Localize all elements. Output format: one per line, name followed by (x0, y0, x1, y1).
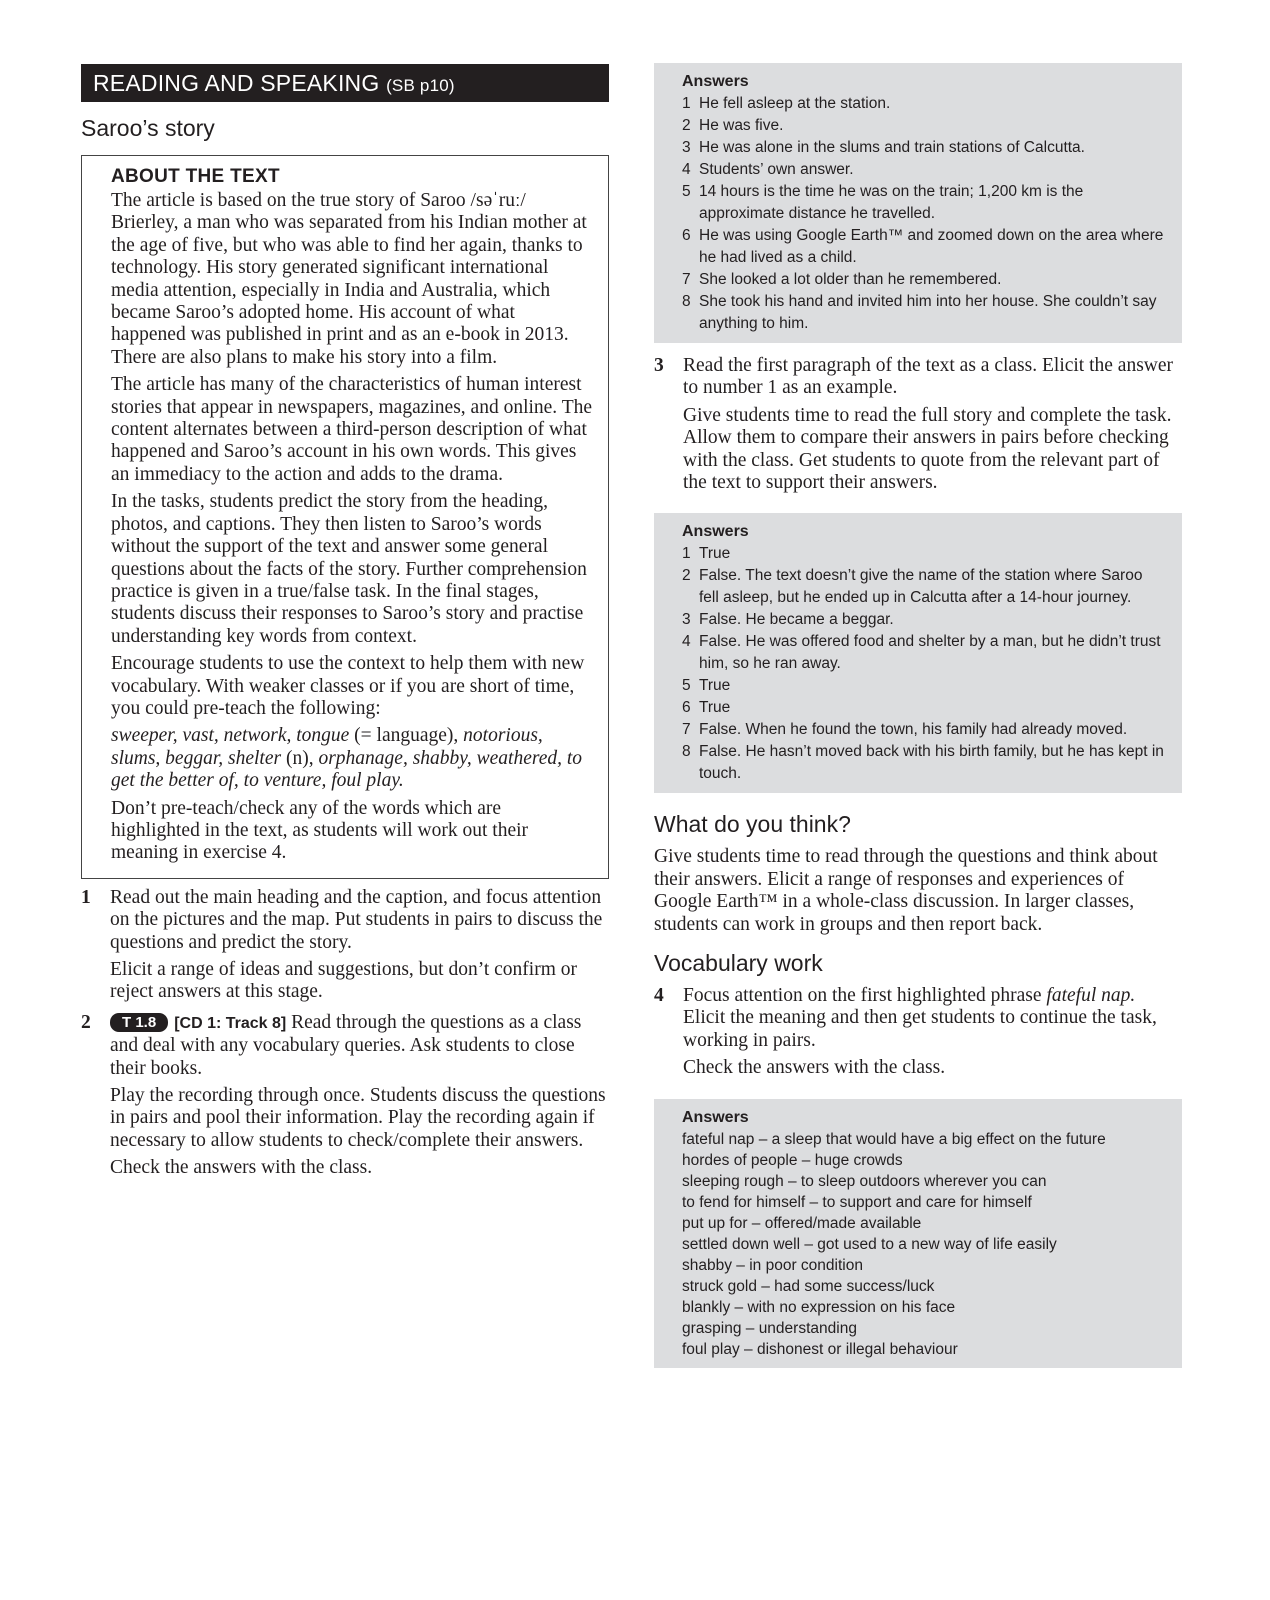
exercise-4-number: 4 (654, 985, 664, 1007)
what-do-you-think-heading: What do you think? (654, 811, 851, 838)
answer-item (682, 565, 1166, 609)
vocab-answer-line: foul play – dishonest or illegal behaviour (682, 1340, 958, 1358)
about-paragraph-3: In the tasks, students predict the story from the heading, photos, and captions. They then listen to Saroo’s words without the support of the text and answer some general questions about the facts of the story. Further comprehension practice is given in a true/false task. In the final stages, students discuss their responses to Saroo’s story and practise understanding key words from context. (111, 491, 587, 647)
answer-number: 1 (682, 95, 691, 112)
answer-text: He was alone in the slums and train stations of Calcutta. (699, 139, 1085, 156)
answer-number: 2 (682, 567, 691, 585)
vocab-preteach-list (111, 725, 594, 792)
exercise-4-text-1 (683, 985, 1182, 1052)
audio-track-badge: T 1.8 (110, 1013, 168, 1032)
answer-number: 5 (682, 183, 691, 200)
exercise-4-lead: Focus attention on the first highlighted phrase (683, 985, 1042, 1007)
answer-text: He fell asleep at the station. (699, 95, 891, 112)
answer-item (682, 137, 1166, 159)
vocab-answer-line: fateful nap – a sleep that would have a big effect on the future (682, 1130, 1106, 1148)
about-paragraph-4: Encourage students to use the context to help them with new vocabulary. With weaker classes or if you are short of time, you could pre-teach the following: (111, 653, 585, 719)
vocab-answer-line: shabby – in poor condition (682, 1256, 863, 1274)
answer-text: He was using Google Earth™ and zoomed down on the area where he had lived as a child. (699, 227, 1164, 266)
vocab-part-d: (n), (285, 747, 314, 769)
section-ref: (SB p10) (386, 76, 455, 95)
answer-text: False. He was offered food and shelter by a man, but he didn’t trust him, so he ran away. (699, 633, 1161, 673)
what-do-you-think-text: Give students time to read through the questions and think about their answers. Elicit a range of responses and experiences of Google Earth™ in a whole-class discussion. In larger classes, students can work in groups and then report back. (654, 846, 1158, 935)
exercise-4-phrase: fateful nap. (1046, 985, 1136, 1007)
vocab-answer-line: struck gold – had some success/luck (682, 1277, 935, 1295)
exercise-4 (654, 985, 1182, 1080)
answer-text: True (699, 699, 731, 717)
vocab-part-a: sweeper, vast, network, tongue (111, 725, 350, 747)
answer-text: False. He hasn’t moved back with his birth family, but he has kept in touch. (699, 743, 1164, 783)
answers-1-heading: Answers (682, 73, 749, 90)
answer-text: True (699, 545, 731, 563)
answer-text: 14 hours is the time he was on the train; 1,200 km is the approximate distance he travelled. (699, 183, 1084, 222)
exercise-1-text-1: Read out the main heading and the caption, and focus attention on the pictures and the map. Put students in pairs to discuss the questions and predict the story. (110, 886, 603, 953)
section-heading-bar (81, 64, 609, 102)
right-column (654, 63, 1182, 1368)
answer-number: 3 (682, 611, 691, 629)
answers-box-2 (654, 513, 1182, 793)
exercise-2-instructions: Read through the questions as a class and deal with any vocabulary queries. Ask students to close their books. (110, 1011, 582, 1079)
left-column (81, 64, 609, 1185)
answer-text: She looked a lot older than he remembered. (699, 271, 1002, 288)
answer-number: 6 (682, 699, 691, 717)
answer-number: 4 (682, 633, 691, 651)
exercise-2-number: 2 (81, 1011, 91, 1033)
answers-2-heading: Answers (682, 523, 749, 541)
answer-item (682, 631, 1166, 675)
answer-item (682, 181, 1166, 225)
vocab-part-c: notorious, slums, beggar, shelter (111, 725, 543, 769)
answer-number: 3 (682, 139, 691, 156)
answer-text: False. When he found the town, his family had already moved. (699, 721, 1128, 739)
answers-3-heading: Answers (682, 1108, 749, 1126)
answer-number: 6 (682, 227, 691, 244)
answer-number: 4 (682, 161, 691, 178)
vocab-answer-line: settled down well – got used to a new way of life easily (682, 1235, 1057, 1253)
answer-number: 8 (682, 743, 691, 761)
answer-number: 5 (682, 677, 691, 695)
about-the-text-box (81, 155, 609, 879)
answer-text: False. The text doesn’t give the name of the station where Saroo fell asleep, but he ended up in Calcutta after a 14-hour journey. (699, 567, 1143, 607)
vocab-answer-line: sleeping rough – to sleep outdoors wherever you can (682, 1172, 1047, 1190)
about-paragraph-2: The article has many of the characteristics of human interest stories that appear in newspapers, magazines, and online. The content alternates between a third-person description of what happened and Saroo’s account in his own words. This gives an immediacy to the action and adds to the drama. (111, 374, 593, 485)
exercise-2-text-2: Play the recording through once. Students discuss the questions in pairs and pool their information. Play the recording again if necessary to allow students to check/complete their answers. (110, 1085, 606, 1151)
answers-1-list (682, 93, 1166, 335)
exercise-3 (654, 355, 1182, 494)
exercise-3-text-1: Read the first paragraph of the text as a class. Elicit the answer to number 1 as an example. (683, 355, 1174, 399)
answer-text: True (699, 677, 731, 695)
answer-item (682, 225, 1166, 269)
exercise-2-text-1 (110, 1012, 609, 1080)
vocab-part-b: (= language), (354, 725, 459, 747)
vocab-answer-line: blankly – with no expression on his face (682, 1298, 956, 1316)
section-title: READING AND SPEAKING (93, 70, 380, 96)
answer-text: False. He became a beggar. (699, 611, 894, 629)
page-subtitle: Saroo’s story (81, 115, 215, 141)
answer-item (682, 93, 1166, 115)
answer-item (682, 291, 1166, 335)
answer-item (682, 543, 1166, 565)
answer-text: He was five. (699, 117, 784, 134)
vocab-answer-line: to fend for himself – to support and care for himself (682, 1193, 1032, 1211)
answer-number: 7 (682, 271, 691, 288)
answer-item (682, 741, 1166, 785)
answer-item (682, 269, 1166, 291)
vocab-answer-line: grasping – understanding (682, 1319, 857, 1337)
about-heading: ABOUT THE TEXT (111, 166, 280, 187)
exercise-3-text-2: Give students time to read the full story and complete the task. Allow them to compare their answers in pairs before checking with the class. Get students to quote from the relevant part of the text to support their answers. (683, 404, 1172, 494)
answer-item (682, 115, 1166, 137)
answers-2-list (682, 543, 1166, 785)
answers-box-1 (654, 63, 1182, 343)
answer-item (682, 719, 1166, 741)
answer-text: She took his hand and invited him into her house. She couldn’t say anything to him. (699, 293, 1157, 332)
cd-track-label: [CD 1: Track 8] (174, 1014, 287, 1032)
exercise-1-text-2: Elicit a range of ideas and suggestions, but don’t confirm or reject answers at this stage. (110, 959, 577, 1003)
exercise-2-text-3: Check the answers with the class. (110, 1157, 373, 1179)
exercise-1 (81, 887, 609, 1004)
answer-text: Students’ own answer. (699, 161, 854, 178)
exercise-4-rest: Elicit the meaning and then get students to continue the task, working in pairs. (683, 1007, 1157, 1051)
answer-number: 7 (682, 721, 691, 739)
vocab-answer-line: put up for – offered/made available (682, 1214, 922, 1232)
exercise-1-number: 1 (81, 886, 91, 908)
exercise-4-text-2: Check the answers with the class. (683, 1057, 946, 1079)
answer-item (682, 159, 1166, 181)
answer-number: 8 (682, 293, 691, 310)
answer-number: 1 (682, 545, 691, 563)
vocab-answer-line: hordes of people – huge crowds (682, 1151, 903, 1169)
vocabulary-work-heading: Vocabulary work (654, 950, 823, 977)
about-closing: Don’t pre-teach/check any of the words which are highlighted in the text, as students will work out their meaning in exercise 4. (111, 797, 529, 864)
answer-item (682, 697, 1166, 719)
answer-number: 2 (682, 117, 691, 134)
answer-item (682, 609, 1166, 631)
exercise-3-number: 3 (654, 355, 664, 376)
answers-box-3 (654, 1099, 1182, 1368)
exercise-2 (81, 1012, 609, 1180)
about-paragraph-1: The article is based on the true story of Saroo /səˈruː/ Brierley, a man who was separated from his Indian mother at the age of five, but who was able to find her again, thanks to technology. His story generated significant international media attention, especially in India and Australia, which became Saroo’s adopted home. His account of what happened was published in print and as an e-book in 2013. There are also plans to make his story into a film. (111, 190, 587, 368)
vocab-part-e: orphanage, shabby, weathered, to get the better of, to venture, foul play. (111, 747, 583, 792)
answer-item (682, 675, 1166, 697)
